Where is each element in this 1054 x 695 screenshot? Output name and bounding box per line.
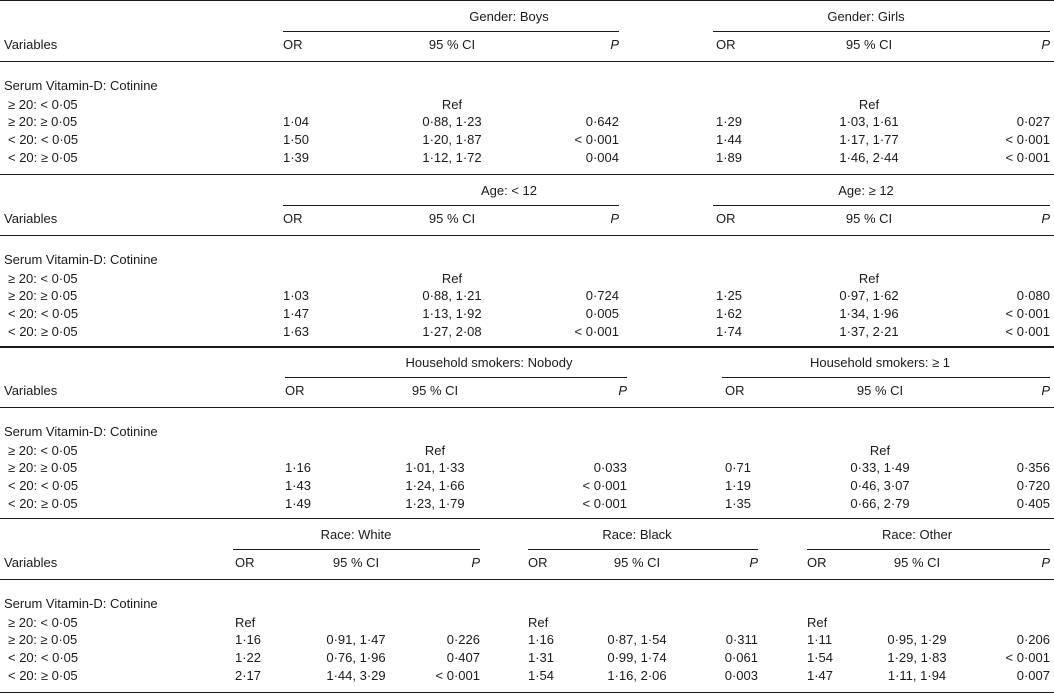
- ref-label: Ref: [441, 97, 463, 112]
- p-value: 0·206: [1016, 632, 1050, 647]
- p-value: 0·405: [1016, 496, 1050, 511]
- row-label: < 20: ≥ 0·05: [8, 668, 78, 683]
- ci-value: 0·66, 2·79: [850, 496, 910, 511]
- or-value: 1·16: [235, 632, 262, 647]
- ci-value: 0·87, 1·54: [607, 632, 667, 647]
- or-value: 1·39: [283, 150, 310, 165]
- ci-value: 1·34, 1·96: [839, 306, 899, 321]
- p-header: P: [1041, 555, 1050, 570]
- row-label: < 20: < 0·05: [8, 650, 79, 665]
- header-bottom-rule: [0, 407, 1054, 408]
- ci-value: 1·11, 1·94: [887, 668, 947, 683]
- ref-label: Ref: [858, 271, 880, 286]
- or-header: OR: [283, 211, 303, 226]
- section-title: Serum Vitamin-D: Cotinine: [4, 424, 158, 439]
- header-bottom-rule: [0, 235, 1054, 236]
- or-value: 1·89: [716, 150, 743, 165]
- or-value: 1·03: [283, 288, 310, 303]
- ci-header: 95 % CI: [845, 37, 893, 52]
- ci-value: 0·95, 1·29: [887, 632, 947, 647]
- ci-value: 1·27, 2·08: [422, 324, 482, 339]
- header-bottom-rule: [0, 61, 1054, 62]
- row-label: ≥ 20: < 0·05: [8, 97, 78, 112]
- or-header: OR: [716, 211, 736, 226]
- group-underline: [807, 549, 1050, 550]
- group-title: Race: Other: [881, 527, 953, 542]
- or-value: 1·11: [807, 632, 833, 647]
- ref-label: Ref: [528, 615, 549, 630]
- ref-label: Ref: [869, 443, 891, 458]
- ci-value: 1·13, 1·92: [422, 306, 482, 321]
- ci-value: 0·97, 1·62: [839, 288, 899, 303]
- row-label: ≥ 20: ≥ 0·05: [8, 288, 78, 303]
- p-value: < 0·001: [435, 668, 480, 683]
- ci-value: 1·20, 1·87: [422, 132, 482, 147]
- or-value: 1·50: [283, 132, 310, 147]
- p-header: P: [1041, 211, 1050, 226]
- panel-separator-rule: [0, 174, 1054, 175]
- p-value: < 0·001: [1005, 132, 1050, 147]
- ref-label: Ref: [424, 443, 446, 458]
- ci-value: 1·37, 2·21: [839, 324, 899, 339]
- or-value: 1·16: [528, 632, 555, 647]
- or-value: 1·16: [285, 460, 312, 475]
- or-header: OR: [716, 37, 736, 52]
- row-label: < 20: < 0·05: [8, 306, 79, 321]
- or-value: 1·62: [716, 306, 743, 321]
- p-value: < 0·001: [582, 478, 627, 493]
- row-label: < 20: ≥ 0·05: [8, 150, 78, 165]
- panel-separator-rule: [0, 346, 1054, 348]
- or-value: 1·74: [716, 324, 743, 339]
- ci-value: 1·24, 1·66: [405, 478, 465, 493]
- ci-value: 1·46, 2·44: [839, 150, 899, 165]
- or-header: OR: [725, 383, 745, 398]
- panel-separator-rule: [0, 518, 1054, 519]
- p-value: 0·007: [1016, 668, 1050, 683]
- group-title: Age: < 12: [480, 183, 538, 198]
- p-value: 0·724: [585, 288, 619, 303]
- group-title: Age: ≥ 12: [838, 183, 894, 198]
- p-value: < 0·001: [574, 324, 619, 339]
- row-label: < 20: < 0·05: [8, 478, 79, 493]
- ci-header: 95 % CI: [613, 555, 661, 570]
- p-value: < 0·001: [1005, 650, 1050, 665]
- p-value: 0·356: [1016, 460, 1050, 475]
- row-label: ≥ 20: ≥ 0·05: [8, 114, 78, 129]
- ci-header: 95 % CI: [893, 555, 941, 570]
- variables-header: Variables: [4, 211, 58, 226]
- p-value: < 0·001: [1005, 324, 1050, 339]
- ci-value: 0·88, 1·23: [422, 114, 482, 129]
- ci-value: 0·99, 1·74: [607, 650, 667, 665]
- or-header: OR: [235, 555, 255, 570]
- group-underline: [233, 549, 480, 550]
- row-label: ≥ 20: < 0·05: [8, 615, 78, 630]
- group-underline: [285, 377, 627, 378]
- p-value: 0·226: [446, 632, 480, 647]
- row-label: < 20: ≥ 0·05: [8, 496, 78, 511]
- or-value: 1·35: [725, 496, 752, 511]
- group-underline: [283, 31, 619, 32]
- or-value: 1·44: [716, 132, 743, 147]
- ref-label: Ref: [807, 615, 828, 630]
- or-value: 1·54: [807, 650, 834, 665]
- ci-value: 1·01, 1·33: [405, 460, 465, 475]
- group-title: Gender: Girls: [827, 9, 905, 24]
- p-value: 0·311: [725, 632, 758, 647]
- group-title: Gender: Boys: [469, 9, 549, 24]
- p-value: 0·720: [1016, 478, 1050, 493]
- p-value: 0·033: [593, 460, 627, 475]
- group-underline: [722, 377, 1050, 378]
- or-header: OR: [283, 37, 303, 52]
- or-value: 1·19: [725, 478, 752, 493]
- group-underline: [713, 205, 1050, 206]
- or-header: OR: [807, 555, 827, 570]
- ref-label: Ref: [235, 615, 256, 630]
- ci-value: 1·44, 3·29: [326, 668, 386, 683]
- or-value: 1·25: [716, 288, 743, 303]
- or-value: 1·29: [716, 114, 743, 129]
- variables-header: Variables: [4, 37, 58, 52]
- or-value: 1·47: [283, 306, 310, 321]
- or-value: 1·31: [528, 650, 555, 665]
- variables-header: Variables: [4, 555, 58, 570]
- p-value: < 0·001: [1005, 306, 1050, 321]
- ci-header: 95 % CI: [428, 211, 476, 226]
- ci-value: 1·12, 1·72: [422, 150, 482, 165]
- ci-value: 0·76, 1·96: [326, 650, 386, 665]
- ref-label: Ref: [441, 271, 463, 286]
- p-value: 0·003: [724, 668, 758, 683]
- ci-header: 95 % CI: [428, 37, 476, 52]
- p-value: 0·407: [446, 650, 480, 665]
- p-header: P: [1041, 383, 1050, 398]
- row-label: ≥ 20: ≥ 0·05: [8, 460, 78, 475]
- group-title: Household smokers: Nobody: [405, 355, 573, 370]
- section-title: Serum Vitamin-D: Cotinine: [4, 252, 158, 267]
- ci-header: 95 % CI: [845, 211, 893, 226]
- p-header: P: [1041, 37, 1050, 52]
- row-label: < 20: < 0·05: [8, 132, 79, 147]
- group-title: Race: Black: [602, 527, 672, 542]
- or-value: 1·22: [235, 650, 262, 665]
- p-value: 0·004: [585, 150, 619, 165]
- group-underline: [283, 205, 619, 206]
- or-value: 0·71: [725, 460, 752, 475]
- or-value: 1·47: [807, 668, 834, 683]
- variables-header: Variables: [4, 383, 58, 398]
- group-title: Household smokers: ≥ 1: [809, 355, 951, 370]
- or-value: 1·63: [283, 324, 310, 339]
- p-value: 0·005: [585, 306, 619, 321]
- p-value: 0·061: [724, 650, 758, 665]
- section-title: Serum Vitamin-D: Cotinine: [4, 596, 158, 611]
- p-value: 0·642: [585, 114, 619, 129]
- p-value: < 0·001: [574, 132, 619, 147]
- table-bottom-rule: [0, 692, 1054, 693]
- p-value: 0·027: [1016, 114, 1050, 129]
- ci-header: 95 % CI: [332, 555, 380, 570]
- or-header: OR: [285, 383, 305, 398]
- row-label: ≥ 20: ≥ 0·05: [8, 632, 78, 647]
- ci-value: 0·33, 1·49: [850, 460, 910, 475]
- p-header: P: [618, 383, 627, 398]
- group-title: Race: White: [320, 527, 392, 542]
- or-value: 1·54: [528, 668, 555, 683]
- p-value: 0·080: [1016, 288, 1050, 303]
- p-header: P: [610, 37, 619, 52]
- ref-label: Ref: [858, 97, 880, 112]
- ci-header: 95 % CI: [856, 383, 904, 398]
- ci-value: 1·17, 1·77: [839, 132, 899, 147]
- section-title: Serum Vitamin-D: Cotinine: [4, 78, 158, 93]
- row-label: < 20: ≥ 0·05: [8, 324, 78, 339]
- p-value: < 0·001: [582, 496, 627, 511]
- row-label: ≥ 20: < 0·05: [8, 271, 78, 286]
- row-label: ≥ 20: < 0·05: [8, 443, 78, 458]
- or-header: OR: [528, 555, 548, 570]
- p-header: P: [610, 211, 619, 226]
- header-bottom-rule: [0, 579, 1054, 580]
- or-value: 2·17: [235, 668, 262, 683]
- p-header: P: [749, 555, 758, 570]
- ci-value: 0·91, 1·47: [326, 632, 386, 647]
- ci-value: 1·29, 1·83: [887, 650, 947, 665]
- or-value: 1·49: [285, 496, 312, 511]
- or-value: 1·04: [283, 114, 310, 129]
- ci-value: 0·88, 1·21: [422, 288, 482, 303]
- group-underline: [528, 549, 758, 550]
- or-value: 1·43: [285, 478, 312, 493]
- ci-value: 1·23, 1·79: [405, 496, 465, 511]
- table-top-rule: [0, 0, 1054, 1]
- ci-header: 95 % CI: [411, 383, 459, 398]
- group-underline: [713, 31, 1050, 32]
- ci-value: 1·16, 2·06: [607, 668, 667, 683]
- ci-value: 0·46, 3·07: [850, 478, 910, 493]
- p-value: < 0·001: [1005, 150, 1050, 165]
- p-header: P: [471, 555, 480, 570]
- ci-value: 1·03, 1·61: [839, 114, 899, 129]
